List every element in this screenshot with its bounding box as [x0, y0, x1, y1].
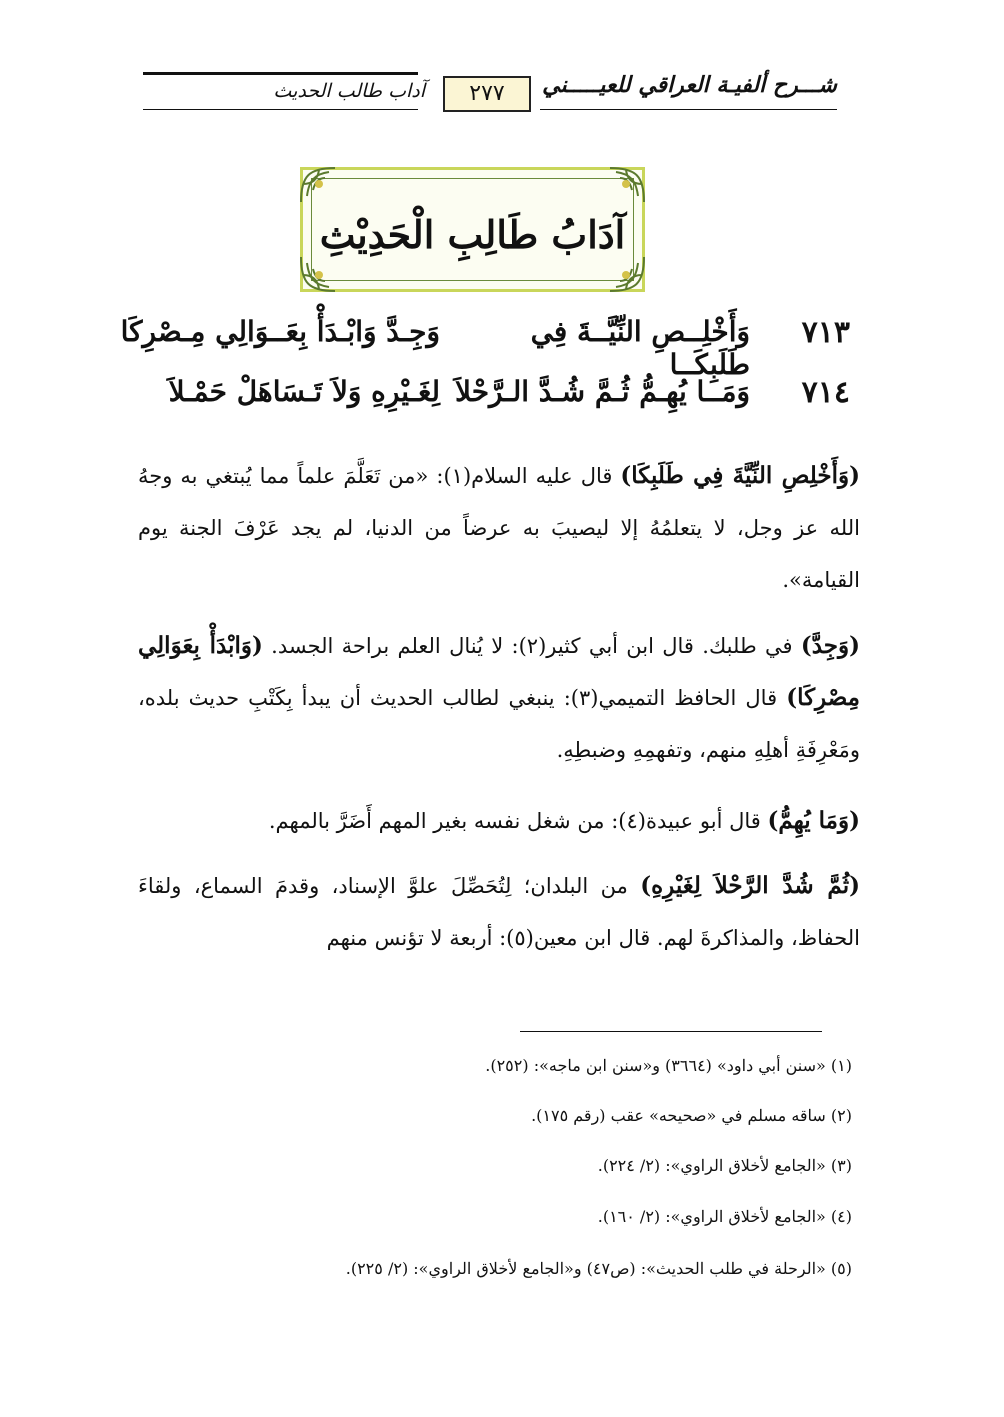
header-rule-top: [143, 72, 418, 75]
commentary-text: قال عليه السلام(١): «من تَعَلَّمَ علماً مما يُبتغي به وجهُ الله عز وجل، لا يتعلمُهُ إلا ليصيبَ به عرضاً من الدنيا، لم يجد عَرْفَ الجنة يوم القيامة».: [138, 464, 860, 592]
ornament-corner-icon: [594, 166, 646, 204]
header-rule-right: [540, 109, 837, 110]
ornament-corner-icon: [594, 255, 646, 293]
footnote: (٢) ساقه مسلم في «صحيحه» عقب (رقم ١٧٥).: [531, 1106, 852, 1125]
verse-quote: (ثُمَّ شُدَّ الرَّحْلاَ لِغَيْرِهِ): [640, 872, 861, 899]
commentary-paragraph: [138, 450, 860, 606]
verse-number: ٧١٣: [801, 315, 850, 350]
commentary-paragraph: [138, 860, 860, 964]
commentary-text: في طلبك. قال ابن أبي كثير(٢): لا يُنال العلم براحة الجسد.: [271, 634, 793, 658]
commentary-text: من البلدان؛ لِتُحَصِّلَ علوَّ الإسناد، وقدمَ السماع، ولقاءَ الحفاظ، والمذاكرةَ لهم. قال ابن معين(٥): أربعة لا تؤنس منهم: [138, 874, 860, 950]
verse-quote: (وَمَا يُهِمُّ): [767, 807, 860, 834]
verse-quote: (وَأَخْلِصِ النِّيَّةَ فِي طَلَبِكَا): [620, 462, 860, 489]
commentary-text: قال الحافظ التميمي(٣): ينبغي لطالب الحديث أن يبدأ بِكَتْبِ حديث بلده، ومَعْرِفَةِ أهلِهِ منهم، وتفهمِهِ وضبطِهِ.: [138, 686, 860, 762]
running-head-section: آداب طالب الحديث: [273, 80, 425, 102]
commentary-paragraph: [138, 795, 860, 847]
running-head-book: شـــرح ألفيـة العراقي للعيـــــني: [542, 72, 837, 98]
chapter-title-frame: [300, 167, 645, 292]
verse-number: ٧١٤: [801, 375, 850, 410]
commentary-paragraph: [138, 620, 860, 776]
commentary-text: قال أبو عبيدة(٤): من شغل نفسه بغير المهم أَضَرَّ بالمهم.: [268, 809, 761, 833]
verse-line: [120, 315, 850, 381]
verse-line: [120, 375, 850, 425]
verse-quote: (وَابْدَأْ بِعَوَالِي مِصْرِكَا): [138, 632, 860, 711]
verse-second-hemistich: وَجِـدَّ وَابْـدَأْ بِعَــوَالِي مِـصْرِكَا: [120, 315, 440, 348]
verse-first-hemistich: وَأَخْلِــصِ النِّيَّــةَ فِي طَلَبِكَــا: [530, 315, 750, 381]
verse-second-hemistich: لِغَـيْرِهِ وَلاَ تَـسَاهَلْ حَمْـلاَ: [168, 375, 440, 408]
ornament-corner-icon: [299, 255, 351, 293]
footnote: (٤) «الجامع لأخلاق الراوي»: (٢/ ١٦٠).: [597, 1207, 852, 1226]
verse-first-hemistich: وَمَــا يُهِـمُّ ثُـمَّ شُـدَّ الـرَّحْلاَ: [455, 375, 750, 408]
page-number: ٢٧٧: [443, 76, 531, 112]
footnote-separator: [520, 1031, 822, 1032]
header-rule-left: [143, 109, 418, 110]
footnote: (٣) «الجامع لأخلاق الراوي»: (٢/ ٢٢٤).: [597, 1156, 852, 1175]
footnote: (١) «سنن أبي داود» (٣٦٦٤) و«سنن ابن ماجه»: (٢٥٢).: [485, 1056, 852, 1075]
chapter-title: آدَابُ طَالِبِ الْحَدِيْثِ: [319, 212, 626, 257]
ornament-corner-icon: [299, 166, 351, 204]
verse-quote: (وَجِدَّ): [800, 632, 860, 659]
footnote: (٥) «الرحلة في طلب الحديث»: (ص٤٧) و«الجامع لأخلاق الراوي»: (٢/ ٢٢٥).: [345, 1259, 852, 1278]
